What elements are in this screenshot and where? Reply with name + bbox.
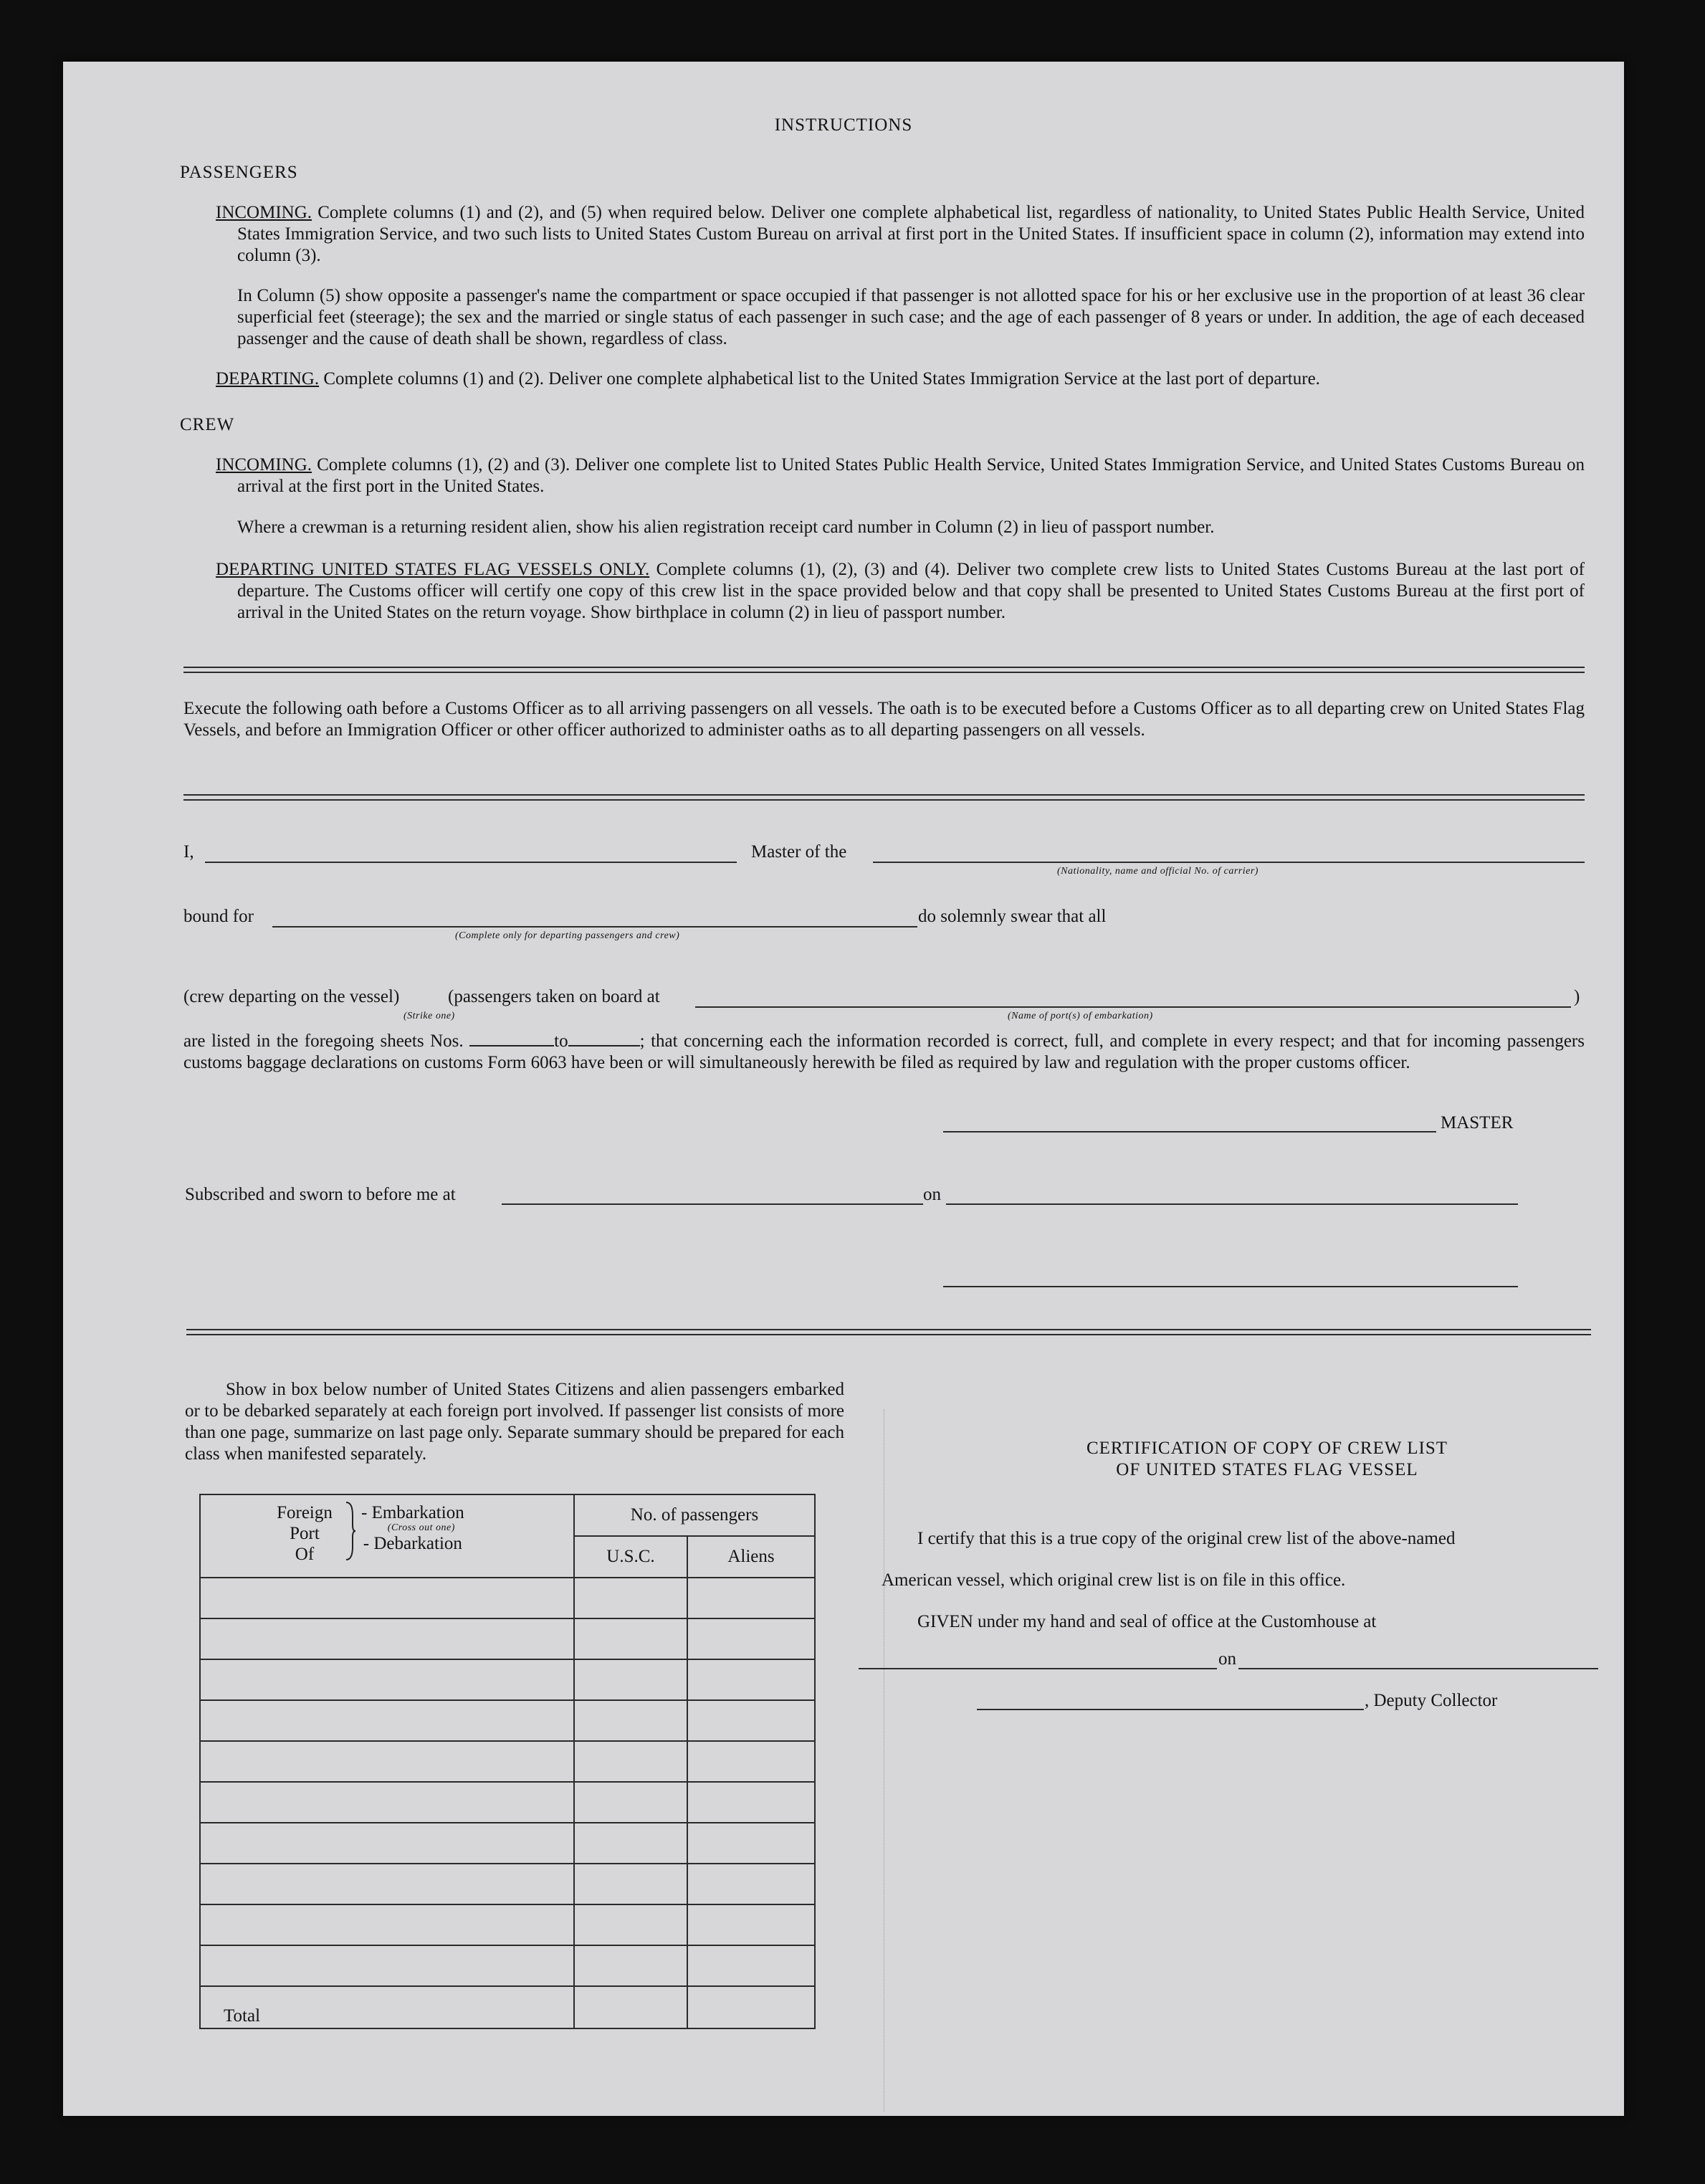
oath-listed-rest: ; that concerning each the information recorded is correct, full, and complete in every respect; and that for incoming passengers customs baggage declarations on customs Form 6063 have been or will simultaneously herewith be filed as required by law and regulation with the proper customs officer. xyxy=(183,1031,1585,1072)
master-signature-field[interactable] xyxy=(943,1131,1436,1132)
complete-note: (Complete only for departing passengers and crew) xyxy=(455,930,680,941)
port-cell[interactable] xyxy=(200,1945,574,1986)
usc-cell[interactable] xyxy=(574,1741,687,1782)
passengers-departing-label: DEPARTING. xyxy=(216,369,320,388)
port-label: Port xyxy=(290,1524,320,1543)
passengers-incoming-label: INCOMING. xyxy=(216,203,312,222)
oath-to: to xyxy=(554,1031,568,1051)
passengers-incoming-paragraph xyxy=(216,202,1585,267)
passengers-heading: PASSENGERS xyxy=(180,163,298,182)
deputy-collector-label: , Deputy Collector xyxy=(1365,1691,1498,1710)
total-row xyxy=(200,1986,815,2028)
port-cell[interactable] xyxy=(200,1864,574,1904)
aliens-cell[interactable] xyxy=(687,1782,815,1823)
passengers-departing-paragraph xyxy=(216,368,1599,390)
oath-swear: do solemnly swear that all xyxy=(918,907,1107,926)
total-label: Total xyxy=(200,1986,574,2028)
sworn-date-field[interactable] xyxy=(946,1203,1518,1205)
deputy-signature-field[interactable] xyxy=(977,1709,1364,1710)
aliens-cell[interactable] xyxy=(687,1864,815,1904)
usc-header: U.S.C. xyxy=(574,1536,687,1578)
subscribed-label: Subscribed and sworn to before me at xyxy=(185,1185,456,1204)
passengers-departing-text: Complete columns (1) and (2). Deliver one complete alphabetical list to the United States Immigration Service at the last port of departure. xyxy=(323,369,1320,388)
port-cell[interactable] xyxy=(200,1578,574,1618)
port-cell[interactable] xyxy=(200,1904,574,1945)
usc-cell[interactable] xyxy=(574,1904,687,1945)
close-paren: ) xyxy=(1574,987,1580,1006)
table-row xyxy=(200,1782,815,1823)
passenger-summary-table xyxy=(199,1494,816,2029)
table-row xyxy=(200,1823,815,1864)
oath-bound-for: bound for xyxy=(183,907,254,926)
form-sheet xyxy=(63,62,1624,2116)
aliens-cell[interactable] xyxy=(687,1700,815,1741)
given-line: GIVEN under my hand and seal of office at the Customhouse at xyxy=(917,1612,1377,1631)
master-signature-label: MASTER xyxy=(1441,1113,1514,1132)
embarkation-ports-field[interactable] xyxy=(695,1006,1571,1008)
aliens-cell[interactable] xyxy=(687,1741,815,1782)
no-of-passengers-header: No. of passengers xyxy=(574,1494,815,1536)
crew-incoming-paragraph xyxy=(216,454,1585,497)
certification-title-line1: CERTIFICATION OF COPY OF CREW LIST xyxy=(1086,1439,1448,1458)
carrier-field[interactable] xyxy=(873,862,1585,863)
divider xyxy=(186,1329,1591,1335)
oath-listed-in: are listed in the foregoing sheets Nos. xyxy=(183,1031,464,1051)
sheet-to-field[interactable] xyxy=(568,1044,640,1046)
port-cell[interactable] xyxy=(200,1741,574,1782)
crew-resident-paragraph: Where a crewman is a returning resident alien, show his alien registration receipt card number in Column (2) in lieu of passport number. xyxy=(237,518,1215,537)
oath-listed-paragraph xyxy=(183,1031,1585,1074)
divider xyxy=(183,794,1585,801)
table-row xyxy=(200,1945,815,1986)
foreign-port-header xyxy=(200,1494,574,1578)
aliens-cell[interactable] xyxy=(687,1823,815,1864)
total-aliens-cell[interactable] xyxy=(687,1986,815,2028)
usc-cell[interactable] xyxy=(574,1618,687,1659)
aliens-cell[interactable] xyxy=(687,1945,815,1986)
certify-line2: American vessel, which original crew list is on file in this office. xyxy=(882,1570,1346,1590)
debarkation-option[interactable]: - Debarkation xyxy=(363,1534,462,1553)
usc-cell[interactable] xyxy=(574,1864,687,1904)
usc-cell[interactable] xyxy=(574,1823,687,1864)
usc-cell[interactable] xyxy=(574,1700,687,1741)
certification-title-line2: OF UNITED STATES FLAG VESSEL xyxy=(1116,1460,1418,1479)
aliens-cell[interactable] xyxy=(687,1578,815,1618)
usc-cell[interactable] xyxy=(574,1945,687,1986)
oath-i-label: I, xyxy=(183,842,194,862)
passengers-taken-option[interactable]: (passengers taken on board at xyxy=(448,987,660,1006)
aliens-cell[interactable] xyxy=(687,1659,815,1700)
total-usc-cell[interactable] xyxy=(574,1986,687,2028)
crew-incoming-label: INCOMING. xyxy=(216,455,312,475)
port-cell[interactable] xyxy=(200,1659,574,1700)
embarkation-option[interactable]: - Embarkation xyxy=(361,1503,464,1522)
table-row xyxy=(200,1618,815,1659)
summary-body xyxy=(200,1578,815,2028)
divider xyxy=(183,667,1585,673)
crew-departing-option[interactable]: (crew departing on the vessel) xyxy=(183,987,400,1006)
officer-signature-field[interactable] xyxy=(943,1286,1518,1287)
crew-heading: CREW xyxy=(180,415,235,434)
summary-instructions: Show in box below number of United States Citizens and alien passengers embarked or to be debarked separately at each foreign port involved. If passenger list consists of more than one page, summarize on last page only. Separate summary should be prepared for each class when manifested separately. xyxy=(185,1380,844,1464)
sworn-place-field[interactable] xyxy=(502,1203,923,1205)
table-row xyxy=(200,1700,815,1741)
table-row xyxy=(200,1578,815,1618)
master-name-field[interactable] xyxy=(205,862,737,863)
cert-on-label: on xyxy=(1218,1649,1236,1669)
oath-intro: Execute the following oath before a Customs Officer as to all arriving passengers on all vessels. The oath is to be executed before a Customs Officer as to all departing crew on United States Flag Vessels, and before an Immigration Officer or other officer authorized to administer oaths as to all departing passengers on all vessels. xyxy=(183,699,1585,740)
certify-line1: I certify that this is a true copy of the original crew list of the above-named xyxy=(917,1529,1456,1548)
nationality-note: (Nationality, name and official No. of carrier) xyxy=(1057,866,1259,877)
customhouse-field[interactable] xyxy=(859,1668,1217,1669)
crew-departing-label: DEPARTING UNITED STATES FLAG VESSELS ONLY. xyxy=(216,560,650,579)
crew-departing-paragraph xyxy=(216,559,1585,624)
ports-note: (Name of port(s) of embarkation) xyxy=(1008,1011,1153,1021)
port-cell[interactable] xyxy=(200,1823,574,1864)
table-row xyxy=(200,1904,815,1945)
table-row xyxy=(200,1741,815,1782)
port-cell[interactable] xyxy=(200,1700,574,1741)
port-cell[interactable] xyxy=(200,1782,574,1823)
aliens-cell[interactable] xyxy=(687,1618,815,1659)
foreign-label: Foreign xyxy=(277,1503,333,1522)
of-label: Of xyxy=(295,1545,315,1564)
cross-out-note: (Cross out one) xyxy=(387,1522,455,1533)
aliens-cell[interactable] xyxy=(687,1904,815,1945)
usc-cell[interactable] xyxy=(574,1659,687,1700)
destination-field[interactable] xyxy=(272,926,917,928)
oath-master-of-the: Master of the xyxy=(751,842,847,862)
passengers-incoming-text: Complete columns (1) and (2), and (5) when required below. Deliver one complete alphabetical list, regardless of nationality, to United States Public Health Service, United States Immigration Service, and two such lists to United States Custom Bureau on arrival at first port in the United States. If insufficient space in column (2), information may extend into column (3). xyxy=(237,203,1585,265)
crew-incoming-text: Complete columns (1), (2) and (3). Deliver one complete list to United States Public Health Service, United States Immigration Service, and United States Customs Bureau on arrival at the first port in the United States. xyxy=(237,455,1585,496)
cert-date-field[interactable] xyxy=(1238,1668,1598,1669)
brace-icon xyxy=(344,1501,357,1561)
table-row xyxy=(200,1659,815,1700)
passengers-column5-paragraph: In Column (5) show opposite a passenger's name the compartment or space occupied if that passenger is not allotted space for his or her exclusive use in the proportion of at least 36 clear superficial feet (steerage); the sex and the married or single status of each passenger in such case; and the age of each passenger of 8 years or under. In addition, the age of each deceased passenger and the cause of death shall be shown, regardless of class. xyxy=(237,286,1585,348)
usc-cell[interactable] xyxy=(574,1578,687,1618)
strike-one-note: (Strike one) xyxy=(403,1011,455,1021)
aliens-header: Aliens xyxy=(687,1536,815,1578)
table-row xyxy=(200,1864,815,1904)
sheet-from-field[interactable] xyxy=(469,1044,554,1046)
usc-cell[interactable] xyxy=(574,1782,687,1823)
crew-departing-text: Complete columns (1), (2), (3) and (4). Deliver two complete crew lists to United States Customs Bureau at the last port of departure. The Customs officer will certify one copy of this crew list in the space provided below and that copy shall be presented to United States Customs Bureau at the first port of arrival in the United States on the return voyage. Show birthplace in column (2) in lieu of passport number. xyxy=(237,560,1585,622)
port-cell[interactable] xyxy=(200,1618,574,1659)
page-title: INSTRUCTIONS xyxy=(774,115,913,135)
sworn-on-label: on xyxy=(923,1185,941,1204)
